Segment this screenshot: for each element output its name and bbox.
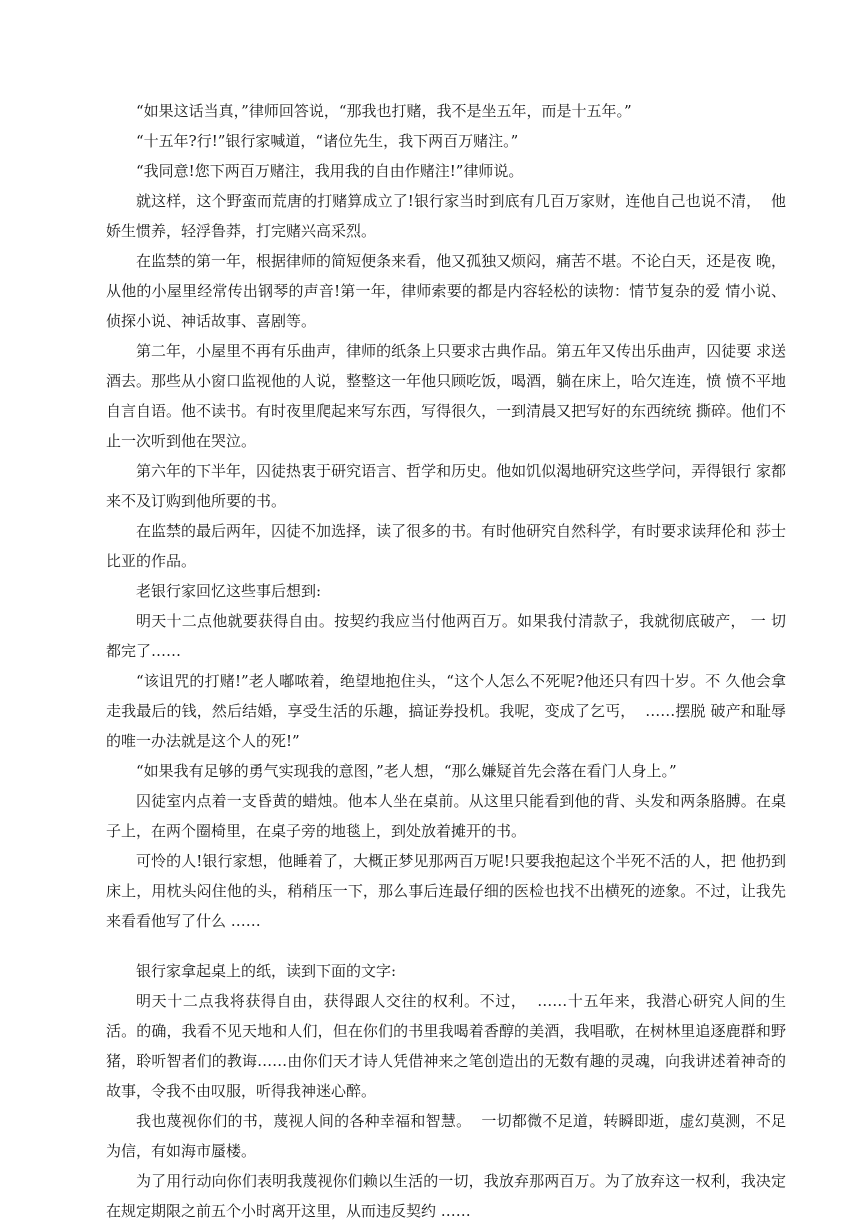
paragraph-spacer	[106, 936, 786, 956]
paragraph-1: “如果这话当真，”律师回答说，“那我也打赌，我不是坐五年，而是十五年。”	[136, 102, 632, 120]
paragraph-17: 我也蔑视你们的书，蔑视人间的各种幸福和智慧。 一切都微不足道，转瞬即逝，虚幻莫测，不足为信，有如海市蜃楼。	[106, 1112, 786, 1160]
paragraph-11: “该诅咒的打赌!”老人嘟哝着，绝望地抱住头，“这个人怎么不死呢?他还只有四十岁。不 久他会拿走我最后的钱，然后结婚，享受生活的乐趣，搞证券投机。我呢，变成了乞丐， ……摆脱 破产和耻辱的唯一办法就是这个人的死!”	[106, 672, 786, 750]
paragraph-5: 在监禁的第一年，根据律师的简短便条来看，他又孤独又烦闷，痛苦不堪。不论白天，还是夜 晚，从他的小屋里经常传出钢琴的声音!第一年，律师索要的都是内容轻松的读物：情节复杂的爱 情小说、侦探小说、神话故事、喜剧等。	[106, 252, 786, 330]
paragraph-7: 第六年的下半年，囚徒热衷于研究语言、哲学和历史。他如饥似渴地研究这些学问，弄得银行 家都来不及订购到他所要的书。	[106, 462, 786, 510]
paragraph-8: 在监禁的最后两年，囚徒不加选择，读了很多的书。有时他研究自然科学，有时要求读拜伦和 莎士比亚的作品。	[106, 522, 786, 570]
paragraph-13: 囚徒室内点着一支昏黄的蜡烛。他本人坐在桌前。从这里只能看到他的背、头发和两条胳膊。在桌子上，在两个圈椅里，在桌子旁的地毯上，到处放着摊开的书。	[106, 792, 786, 840]
paragraph-16: 明天十二点我将获得自由，获得跟人交往的权利。不过， ……十五年来，我潜心研究人间的生活。的确，我看不见天地和人们，但在你们的书里我喝着香醇的美酒，我唱歌，在树林里追逐鹿群和野猪，聆听智者们的教诲……由你们天才诗人凭借神来之笔创造出的无数有趣的灵魂，向我讲述着神奇的故事，令我不由叹服，听得我神迷心醉。	[106, 992, 786, 1100]
paragraph-15: 银行家拿起桌上的纸，读到下面的文字:	[136, 962, 397, 980]
paragraph-12: “如果我有足够的勇气实现我的意图，”老人想，“那么嫌疑首先会落在看门人身上。”	[136, 762, 677, 780]
paragraph-6: 第二年，小屋里不再有乐曲声，律师的纸条上只要求古典作品。第五年又传出乐曲声，囚徒要 求送酒去。那些从小窗口监视他的人说，整整这一年他只顾吃饭，喝酒，躺在床上，哈欠连连，愤 愤不平地自言自语。他不读书。有时夜里爬起来写东西，写得很久，一到清晨又把写好的东西统统 撕碎。他们不止一次听到他在哭泣。	[106, 342, 786, 450]
paragraph-4: 就这样，这个野蛮而荒唐的打赌算成立了!银行家当时到底有几百万家财，连他自己也说不清， 他娇生惯养，轻浮鲁莽，打完赌兴高采烈。	[106, 192, 786, 240]
paragraph-18: 为了用行动向你们表明我蔑视你们赖以生活的一切，我放弃那两百万。为了放弃这一权利，我决定在规定期限之前五个小时离开这里，从而违反契约 ……	[106, 1172, 786, 1220]
paragraph-3: “我同意!您下两百万赌注，我用我的自由作赌注!”律师说。	[136, 162, 524, 180]
document-page	[106, 96, 786, 1226]
paragraph-9: 老银行家回忆这些事后想到:	[136, 582, 322, 600]
paragraph-2: “十五年?行!”银行家喊道，“诸位先生，我下两百万赌注。”	[136, 132, 519, 150]
paragraph-10: 明天十二点他就要获得自由。按契约我应当付他两百万。如果我付清款子，我就彻底破产， 一 切都完了……	[106, 612, 786, 660]
paragraph-14: 可怜的人!银行家想，他睡着了，大概正梦见那两百万呢!只要我抱起这个半死不活的人，把 他扔到床上，用枕头闷住他的头，稍稍压一下，那么事后连最仔细的医检也找不出横死的迹象。不过，让我先来看看他写了什么 ……	[106, 852, 786, 930]
